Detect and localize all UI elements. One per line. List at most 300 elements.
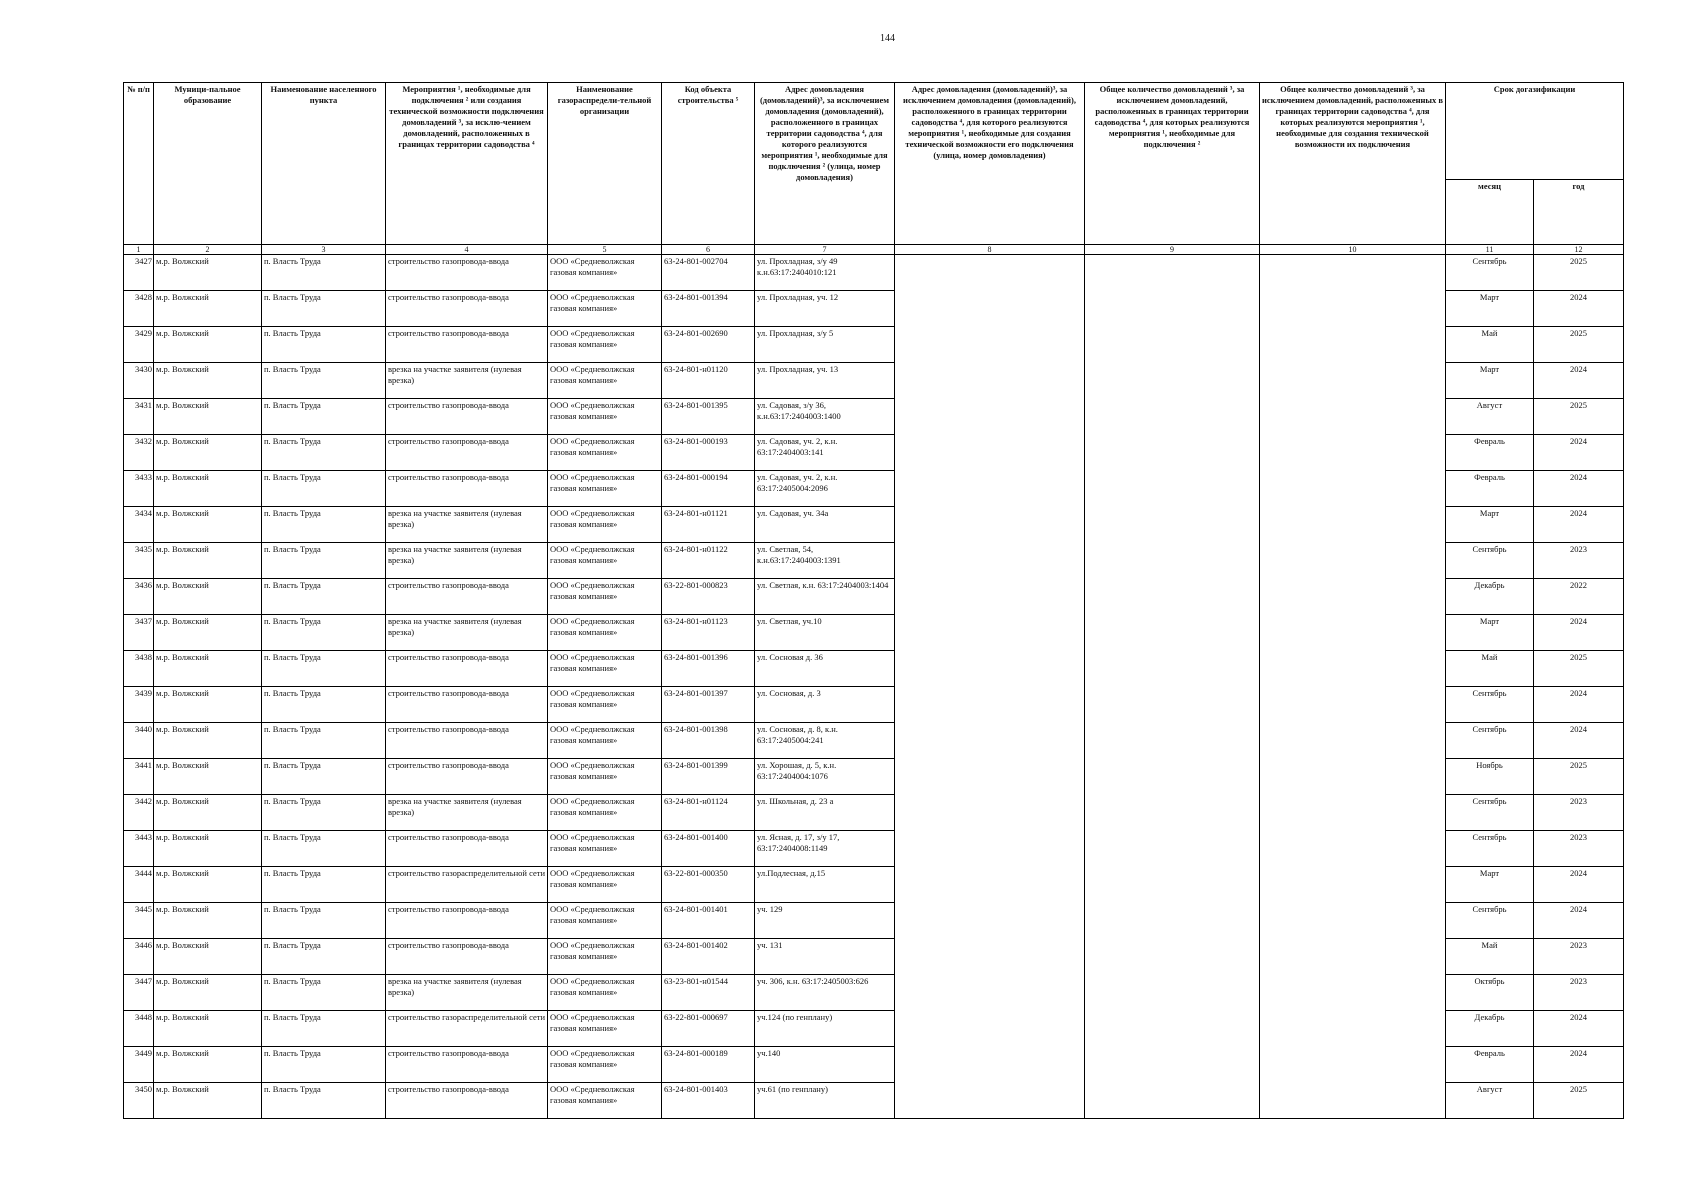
cell-address-technical [895, 615, 1085, 651]
cell-address: ул. Сосновая, д. 8, к.н. 63:17:2405004:241 [755, 723, 895, 759]
column-number: 9 [1085, 245, 1260, 255]
cell-month: Март [1446, 615, 1534, 651]
cell-count-connection [1085, 939, 1260, 975]
cell-object-code: 63-24-801-001399 [662, 759, 755, 795]
cell-object-code: 63-24-801-001397 [662, 687, 755, 723]
cell-month: Март [1446, 291, 1534, 327]
cell-settlement: п. Власть Труда [262, 615, 386, 651]
cell-settlement: п. Власть Труда [262, 507, 386, 543]
cell-count-connection [1085, 867, 1260, 903]
cell-address: ул. Садовая, з/у 36, к.н.63:17:2404003:1400 [755, 399, 895, 435]
cell-year: 2024 [1534, 507, 1624, 543]
cell-address-technical [895, 471, 1085, 507]
cell-object-code: 63-22-801-000697 [662, 1011, 755, 1047]
cell-address: уч. 306, к.н. 63:17:2405003:626 [755, 975, 895, 1011]
gasification-table-container [123, 82, 1624, 1119]
cell-count-technical [1260, 399, 1446, 435]
table-row [124, 723, 1624, 759]
table-row [124, 1011, 1624, 1047]
cell-settlement: п. Власть Труда [262, 795, 386, 831]
cell-count-connection [1085, 543, 1260, 579]
cell-year: 2024 [1534, 291, 1624, 327]
cell-municipality: м.р. Волжский [154, 903, 262, 939]
cell-month: Май [1446, 939, 1534, 975]
cell-gas-organization: ООО «Средневолжская газовая компания» [548, 687, 662, 723]
cell-count-technical [1260, 543, 1446, 579]
cell-count-technical [1260, 651, 1446, 687]
cell-object-code: 63-24-801-001403 [662, 1083, 755, 1119]
cell-object-code: 63-22-801-000823 [662, 579, 755, 615]
table-row [124, 687, 1624, 723]
cell-address-technical [895, 507, 1085, 543]
cell-gas-organization: ООО «Средневолжская газовая компания» [548, 1047, 662, 1083]
cell-address: ул. Сосновая д. 36 [755, 651, 895, 687]
cell-month: Май [1446, 327, 1534, 363]
header-object-code: Код объекта строительства ⁵ [662, 83, 755, 245]
header-settlement: Наименование населенного пункта [262, 83, 386, 245]
cell-municipality: м.р. Волжский [154, 795, 262, 831]
cell-gas-organization: ООО «Средневолжская газовая компания» [548, 507, 662, 543]
cell-address: ул. Прохладная, уч. 13 [755, 363, 895, 399]
cell-count-technical [1260, 291, 1446, 327]
cell-event: строительство газопровода-ввода [386, 255, 548, 291]
cell-municipality: м.р. Волжский [154, 255, 262, 291]
cell-object-code: 63-24-801-н01122 [662, 543, 755, 579]
cell-address: ул. Садовая, уч. 2, к.н. 63:17:2405004:2096 [755, 471, 895, 507]
cell-object-code: 63-24-801-001401 [662, 903, 755, 939]
cell-object-code: 63-24-801-000193 [662, 435, 755, 471]
cell-settlement: п. Власть Труда [262, 1047, 386, 1083]
cell-municipality: м.р. Волжский [154, 1047, 262, 1083]
table-row [124, 1083, 1624, 1119]
cell-year: 2024 [1534, 867, 1624, 903]
cell-settlement: п. Власть Труда [262, 543, 386, 579]
cell-municipality: м.р. Волжский [154, 399, 262, 435]
cell-address: ул.Подлесная, д.15 [755, 867, 895, 903]
table-row [124, 759, 1624, 795]
cell-municipality: м.р. Волжский [154, 543, 262, 579]
cell-count-technical [1260, 435, 1446, 471]
cell-object-code: 63-24-801-н01120 [662, 363, 755, 399]
cell-gas-organization: ООО «Средневолжская газовая компания» [548, 723, 662, 759]
cell-address: уч. 129 [755, 903, 895, 939]
cell-object-code: 63-24-801-н01124 [662, 795, 755, 831]
cell-municipality: м.р. Волжский [154, 939, 262, 975]
cell-event: строительство газопровода-ввода [386, 1083, 548, 1119]
cell-event: врезка на участке заявителя (нулевая врезка) [386, 615, 548, 651]
header-count-connection: Общее количество домовладений ³, за исключением домовладений, расположенных в границах территории садоводства ⁴, для которых реализуются мероприятия ¹, необходимые для подключения ² [1085, 83, 1260, 245]
cell-row-number: 3445 [124, 903, 154, 939]
cell-event: строительство газопровода-ввода [386, 291, 548, 327]
cell-settlement: п. Власть Труда [262, 291, 386, 327]
cell-row-number: 3427 [124, 255, 154, 291]
cell-count-technical [1260, 831, 1446, 867]
cell-address-technical [895, 1011, 1085, 1047]
cell-settlement: п. Власть Труда [262, 1083, 386, 1119]
cell-settlement: п. Власть Труда [262, 399, 386, 435]
cell-address-technical [895, 1047, 1085, 1083]
cell-count-technical [1260, 507, 1446, 543]
cell-row-number: 3432 [124, 435, 154, 471]
cell-month: Сентябрь [1446, 687, 1534, 723]
cell-row-number: 3440 [124, 723, 154, 759]
table-row [124, 939, 1624, 975]
header-address-connection: Адрес домовладения (домовладений)³, за исключением домовладения (домовладений), расположенного в границах территории садоводства ⁴, для которого реализуются мероприятия ¹, необходимые для подключения ² (улица, номер домовладения) [755, 83, 895, 245]
cell-address: ул. Хорошая, д. 5, к.н. 63:17:2404004:1076 [755, 759, 895, 795]
cell-month: Февраль [1446, 471, 1534, 507]
cell-settlement: п. Власть Труда [262, 831, 386, 867]
cell-row-number: 3436 [124, 579, 154, 615]
cell-count-technical [1260, 471, 1446, 507]
cell-row-number: 3434 [124, 507, 154, 543]
cell-row-number: 3446 [124, 939, 154, 975]
cell-row-number: 3431 [124, 399, 154, 435]
cell-municipality: м.р. Волжский [154, 435, 262, 471]
header-row [124, 83, 1624, 180]
cell-count-technical [1260, 1047, 1446, 1083]
cell-object-code: 63-24-801-001396 [662, 651, 755, 687]
cell-event: строительство газопровода-ввода [386, 435, 548, 471]
cell-municipality: м.р. Волжский [154, 507, 262, 543]
cell-count-technical [1260, 579, 1446, 615]
cell-address: уч.140 [755, 1047, 895, 1083]
cell-year: 2024 [1534, 903, 1624, 939]
table-row [124, 399, 1624, 435]
cell-object-code: 63-24-801-н01121 [662, 507, 755, 543]
cell-municipality: м.р. Волжский [154, 1011, 262, 1047]
cell-count-connection [1085, 687, 1260, 723]
cell-count-connection [1085, 759, 1260, 795]
cell-address: ул. Садовая, уч. 2, к.н. 63:17:2404003:141 [755, 435, 895, 471]
cell-year: 2025 [1534, 327, 1624, 363]
cell-address: ул. Прохладная, з/у 49 к.н.63:17:2404010:121 [755, 255, 895, 291]
cell-year: 2024 [1534, 687, 1624, 723]
cell-event: строительство газопровода-ввода [386, 939, 548, 975]
column-number: 10 [1260, 245, 1446, 255]
cell-month: Март [1446, 507, 1534, 543]
cell-address-technical [895, 1083, 1085, 1119]
cell-count-connection [1085, 975, 1260, 1011]
cell-count-connection [1085, 399, 1260, 435]
cell-address-technical [895, 399, 1085, 435]
cell-year: 2024 [1534, 723, 1624, 759]
cell-event: строительство газораспределительной сети [386, 867, 548, 903]
cell-event: строительство газопровода-ввода [386, 687, 548, 723]
column-number: 11 [1446, 245, 1534, 255]
cell-count-technical [1260, 795, 1446, 831]
cell-gas-organization: ООО «Средневолжская газовая компания» [548, 543, 662, 579]
cell-count-connection [1085, 507, 1260, 543]
cell-year: 2025 [1534, 759, 1624, 795]
cell-settlement: п. Власть Труда [262, 1011, 386, 1047]
cell-year: 2024 [1534, 1011, 1624, 1047]
column-numbers-row [124, 245, 1624, 255]
header-municipality: Муници-пальное образование [154, 83, 262, 245]
header-count-technical: Общее количество домовладений ³, за исключением домовладений, расположенных в границах территории садоводства ⁴, для которых реализуются мероприятия ¹, необходимые для создания технической возможности их подключения [1260, 83, 1446, 245]
cell-settlement: п. Власть Труда [262, 651, 386, 687]
cell-municipality: м.р. Волжский [154, 1083, 262, 1119]
cell-event: строительство газопровода-ввода [386, 579, 548, 615]
cell-address-technical [895, 975, 1085, 1011]
cell-municipality: м.р. Волжский [154, 867, 262, 903]
cell-gas-organization: ООО «Средневолжская газовая компания» [548, 327, 662, 363]
cell-count-connection [1085, 1047, 1260, 1083]
column-number: 8 [895, 245, 1085, 255]
cell-count-connection [1085, 579, 1260, 615]
cell-count-technical [1260, 363, 1446, 399]
cell-event: врезка на участке заявителя (нулевая врезка) [386, 975, 548, 1011]
cell-row-number: 3433 [124, 471, 154, 507]
cell-address-technical [895, 651, 1085, 687]
cell-municipality: м.р. Волжский [154, 579, 262, 615]
cell-object-code: 63-24-801-001395 [662, 399, 755, 435]
cell-settlement: п. Власть Труда [262, 723, 386, 759]
cell-count-connection [1085, 795, 1260, 831]
cell-gas-organization: ООО «Средневолжская газовая компания» [548, 759, 662, 795]
cell-count-connection [1085, 723, 1260, 759]
table-row [124, 615, 1624, 651]
cell-settlement: п. Власть Труда [262, 579, 386, 615]
cell-row-number: 3448 [124, 1011, 154, 1047]
cell-address: уч. 131 [755, 939, 895, 975]
cell-address-technical [895, 291, 1085, 327]
cell-settlement: п. Власть Труда [262, 939, 386, 975]
cell-gas-organization: ООО «Средневолжская газовая компания» [548, 255, 662, 291]
header-year: год [1534, 180, 1624, 245]
cell-gas-organization: ООО «Средневолжская газовая компания» [548, 399, 662, 435]
cell-month: Февраль [1446, 435, 1534, 471]
cell-event: строительство газопровода-ввода [386, 831, 548, 867]
cell-address-technical [895, 831, 1085, 867]
cell-count-technical [1260, 1083, 1446, 1119]
table-row [124, 435, 1624, 471]
cell-row-number: 3430 [124, 363, 154, 399]
cell-event: врезка на участке заявителя (нулевая врезка) [386, 507, 548, 543]
cell-month: Декабрь [1446, 1011, 1534, 1047]
cell-month: Февраль [1446, 1047, 1534, 1083]
column-number: 2 [154, 245, 262, 255]
cell-event: строительство газопровода-ввода [386, 759, 548, 795]
cell-year: 2025 [1534, 255, 1624, 291]
cell-object-code: 63-24-801-002704 [662, 255, 755, 291]
cell-year: 2022 [1534, 579, 1624, 615]
cell-row-number: 3441 [124, 759, 154, 795]
cell-month: Сентябрь [1446, 903, 1534, 939]
cell-month: Март [1446, 867, 1534, 903]
cell-address: ул. Светлая, 54, к.н.63:17:2404003:1391 [755, 543, 895, 579]
cell-count-technical [1260, 1011, 1446, 1047]
table-row [124, 831, 1624, 867]
column-number: 12 [1534, 245, 1624, 255]
cell-year: 2024 [1534, 435, 1624, 471]
cell-event: строительство газопровода-ввода [386, 903, 548, 939]
cell-gas-organization: ООО «Средневолжская газовая компания» [548, 1083, 662, 1119]
cell-year: 2025 [1534, 399, 1624, 435]
table-row [124, 543, 1624, 579]
column-number: 5 [548, 245, 662, 255]
cell-gas-organization: ООО «Средневолжская газовая компания» [548, 471, 662, 507]
cell-address-technical [895, 435, 1085, 471]
cell-municipality: м.р. Волжский [154, 831, 262, 867]
cell-year: 2024 [1534, 363, 1624, 399]
cell-address: уч.61 (по генплану) [755, 1083, 895, 1119]
cell-address-technical [895, 327, 1085, 363]
cell-address: ул. Школьная, д. 23 а [755, 795, 895, 831]
cell-address: ул. Сосновая, д. 3 [755, 687, 895, 723]
cell-object-code: 63-24-801-н01123 [662, 615, 755, 651]
cell-year: 2025 [1534, 1083, 1624, 1119]
cell-row-number: 3450 [124, 1083, 154, 1119]
cell-municipality: м.р. Волжский [154, 615, 262, 651]
table-row [124, 795, 1624, 831]
header-address-technical: Адрес домовладения (домовладений)³, за исключением домовладения (домовладений), расположенного в границах территории садоводства ⁴, для которого реализуются мероприятия ¹, необходимые для создания технической возможности его подключения (улица, номер домовладения) [895, 83, 1085, 245]
cell-month: Сентябрь [1446, 831, 1534, 867]
cell-settlement: п. Власть Труда [262, 471, 386, 507]
cell-year: 2024 [1534, 471, 1624, 507]
header-events: Мероприятия ¹, необходимые для подключения ² или создания технической возможности подключения домовладений ³, за исклю-чением домовладений, расположенных в границах территории садоводства ⁴ [386, 83, 548, 245]
cell-settlement: п. Власть Труда [262, 363, 386, 399]
column-number: 7 [755, 245, 895, 255]
cell-count-connection [1085, 615, 1260, 651]
cell-settlement: п. Власть Труда [262, 975, 386, 1011]
cell-municipality: м.р. Волжский [154, 471, 262, 507]
cell-object-code: 63-24-801-000194 [662, 471, 755, 507]
cell-municipality: м.р. Волжский [154, 327, 262, 363]
cell-address-technical [895, 867, 1085, 903]
column-number: 6 [662, 245, 755, 255]
cell-month: Сентябрь [1446, 795, 1534, 831]
cell-count-connection [1085, 1011, 1260, 1047]
table-row [124, 579, 1624, 615]
cell-month: Август [1446, 1083, 1534, 1119]
cell-gas-organization: ООО «Средневолжская газовая компания» [548, 867, 662, 903]
cell-event: строительство газопровода-ввода [386, 471, 548, 507]
column-number: 4 [386, 245, 548, 255]
cell-address: ул. Светлая, уч.10 [755, 615, 895, 651]
cell-event: строительство газораспределительной сети [386, 1011, 548, 1047]
cell-gas-organization: ООО «Средневолжская газовая компания» [548, 579, 662, 615]
cell-address: ул. Прохладная, з/у 5 [755, 327, 895, 363]
cell-count-technical [1260, 255, 1446, 291]
cell-event: строительство газопровода-ввода [386, 723, 548, 759]
cell-address: ул. Светлая, к.н. 63:17:2404003:1404 [755, 579, 895, 615]
table-row [124, 1047, 1624, 1083]
cell-gas-organization: ООО «Средневолжская газовая компания» [548, 363, 662, 399]
cell-municipality: м.р. Волжский [154, 651, 262, 687]
cell-settlement: п. Власть Труда [262, 435, 386, 471]
cell-count-technical [1260, 723, 1446, 759]
cell-event: врезка на участке заявителя (нулевая врезка) [386, 363, 548, 399]
table-row [124, 975, 1624, 1011]
cell-gas-organization: ООО «Средневолжская газовая компания» [548, 1011, 662, 1047]
cell-address-technical [895, 759, 1085, 795]
cell-address-technical [895, 687, 1085, 723]
cell-object-code: 63-23-801-н01544 [662, 975, 755, 1011]
cell-count-connection [1085, 471, 1260, 507]
cell-address-technical [895, 579, 1085, 615]
cell-count-technical [1260, 867, 1446, 903]
table-body [124, 255, 1624, 1119]
cell-count-technical [1260, 939, 1446, 975]
table-row [124, 507, 1624, 543]
cell-event: врезка на участке заявителя (нулевая врезка) [386, 795, 548, 831]
cell-month: Сентябрь [1446, 543, 1534, 579]
cell-count-connection [1085, 903, 1260, 939]
cell-object-code: 63-24-801-001398 [662, 723, 755, 759]
header-month: месяц [1446, 180, 1534, 245]
cell-settlement: п. Власть Труда [262, 759, 386, 795]
cell-object-code: 63-24-801-000189 [662, 1047, 755, 1083]
cell-count-connection [1085, 651, 1260, 687]
cell-row-number: 3428 [124, 291, 154, 327]
cell-year: 2023 [1534, 939, 1624, 975]
cell-month: Сентябрь [1446, 723, 1534, 759]
cell-year: 2023 [1534, 543, 1624, 579]
cell-object-code: 63-24-801-001402 [662, 939, 755, 975]
cell-count-connection [1085, 831, 1260, 867]
cell-address: ул. Ясная, д. 17, з/у 17, 63:17:2404008:1149 [755, 831, 895, 867]
cell-address-technical [895, 723, 1085, 759]
cell-month: Март [1446, 363, 1534, 399]
cell-address-technical [895, 543, 1085, 579]
cell-gas-organization: ООО «Средневолжская газовая компания» [548, 795, 662, 831]
cell-gas-organization: ООО «Средневолжская газовая компания» [548, 615, 662, 651]
cell-municipality: м.р. Волжский [154, 291, 262, 327]
cell-year: 2023 [1534, 975, 1624, 1011]
column-number: 3 [262, 245, 386, 255]
cell-row-number: 3435 [124, 543, 154, 579]
cell-month: Ноябрь [1446, 759, 1534, 795]
header-gas-organization: Наименование газораспредели-тельной организации [548, 83, 662, 245]
cell-count-connection [1085, 363, 1260, 399]
cell-count-connection [1085, 327, 1260, 363]
cell-address-technical [895, 939, 1085, 975]
cell-count-connection [1085, 435, 1260, 471]
cell-event: строительство газопровода-ввода [386, 651, 548, 687]
cell-address: ул. Садовая, уч. 34а [755, 507, 895, 543]
cell-address-technical [895, 255, 1085, 291]
cell-object-code: 63-22-801-000350 [662, 867, 755, 903]
cell-address-technical [895, 903, 1085, 939]
cell-row-number: 3447 [124, 975, 154, 1011]
cell-gas-organization: ООО «Средневолжская газовая компания» [548, 903, 662, 939]
cell-count-technical [1260, 615, 1446, 651]
cell-gas-organization: ООО «Средневолжская газовая компания» [548, 831, 662, 867]
cell-year: 2024 [1534, 615, 1624, 651]
table-row [124, 327, 1624, 363]
cell-count-connection [1085, 255, 1260, 291]
cell-row-number: 3442 [124, 795, 154, 831]
cell-year: 2024 [1534, 1047, 1624, 1083]
cell-object-code: 63-24-801-002690 [662, 327, 755, 363]
cell-address-technical [895, 795, 1085, 831]
cell-count-technical [1260, 975, 1446, 1011]
cell-count-connection [1085, 291, 1260, 327]
table-row [124, 867, 1624, 903]
cell-event: врезка на участке заявителя (нулевая врезка) [386, 543, 548, 579]
cell-year: 2023 [1534, 831, 1624, 867]
cell-municipality: м.р. Волжский [154, 975, 262, 1011]
table-row [124, 255, 1624, 291]
cell-municipality: м.р. Волжский [154, 687, 262, 723]
cell-settlement: п. Власть Труда [262, 903, 386, 939]
cell-count-technical [1260, 687, 1446, 723]
cell-gas-organization: ООО «Средневолжская газовая компания» [548, 435, 662, 471]
cell-address: ул. Прохладная, уч. 12 [755, 291, 895, 327]
cell-month: Август [1446, 399, 1534, 435]
cell-row-number: 3449 [124, 1047, 154, 1083]
cell-gas-organization: ООО «Средневолжская газовая компания» [548, 939, 662, 975]
